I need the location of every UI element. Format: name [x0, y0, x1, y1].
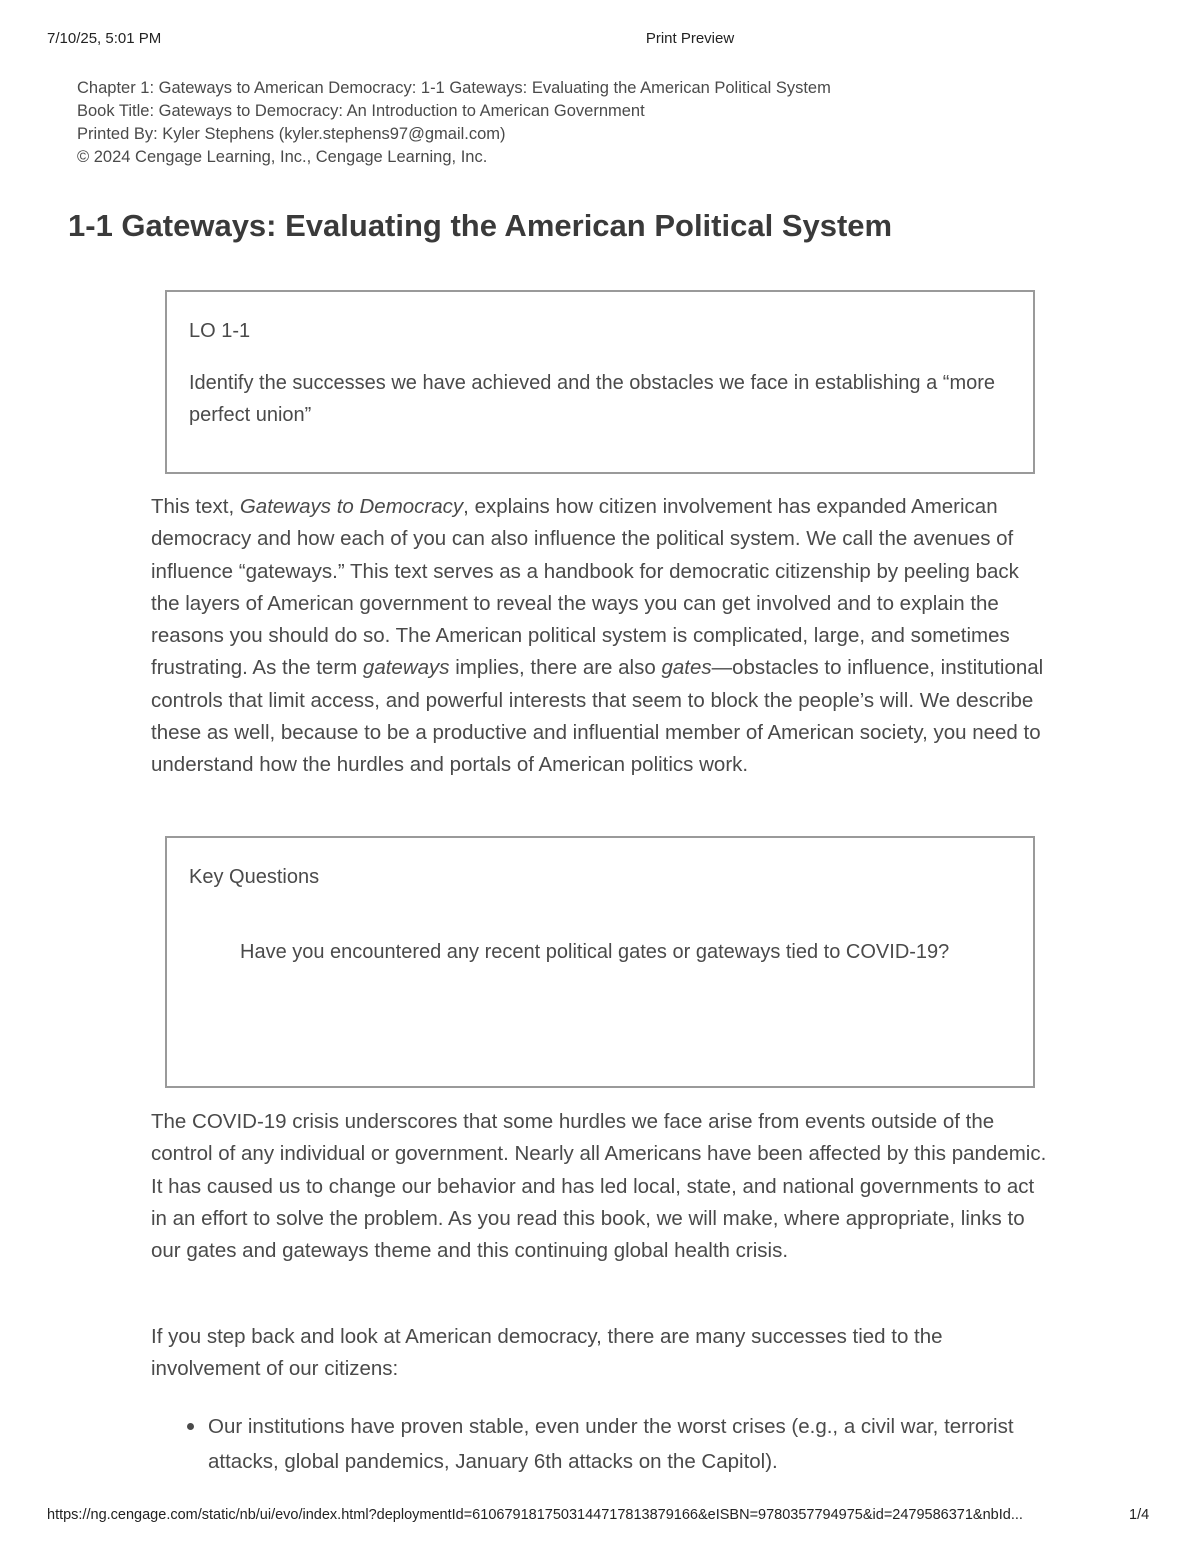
learning-objective-box	[165, 290, 1035, 474]
successes-list	[208, 1409, 1038, 1479]
bullet-icon	[187, 1423, 194, 1430]
print-datetime: 7/10/25, 5:01 PM	[47, 30, 162, 47]
intro-paragraph	[151, 491, 1051, 782]
paragraph-text: This text,	[151, 495, 240, 518]
paragraph-text: , explains how citizen involvement has expanded American democracy and how each of you can also influence the political system. We call the avenues of influence “gateways.” This text serves as a handbook for democratic citizenship by peeling back the layers of American government to reveal the ways you can get involved and to explain the reasons you should do so. The American political system is complicated, large, and sometimes frustrating. As the term	[151, 495, 1019, 680]
copyright-line: © 2024 Cengage Learning, Inc., Cengage Learning, Inc.	[77, 148, 488, 166]
page-number: 1/4	[1129, 1507, 1150, 1523]
key-questions-box	[165, 836, 1035, 1088]
section-heading: 1-1 Gateways: Evaluating the American Political System	[68, 208, 893, 243]
learning-objective-label: LO 1-1	[189, 320, 251, 342]
term-emphasis: gateways	[362, 656, 450, 680]
book-title-line: Book Title: Gateways to Democracy: An Introduction to American Government	[77, 102, 645, 120]
chapter-line: Chapter 1: Gateways to American Democracy: 1-1 Gateways: Evaluating the American Political System	[77, 79, 831, 97]
footer-url: https://ng.cengage.com/static/nb/ui/evo/index.html?deploymentId=6106791817503144717813879166&eISBN=9780357794975&id=2479586371&nbId...	[47, 1507, 1023, 1523]
print-preview-title: Print Preview	[645, 30, 735, 47]
document-meta	[77, 77, 831, 169]
covid-paragraph: The COVID-19 crisis underscores that some hurdles we face arise from events outside of the control of any individual or government. Nearly all Americans have been affected by this pandemic. It has caused us to change our behavior and has led local, state, and national governments to act in an effort to solve the problem. As you read this book, we will make, where appropriate, links to our gates and gateways theme and this continuing global health crisis.	[151, 1110, 1047, 1263]
key-questions-label: Key Questions	[189, 866, 320, 888]
printed-by-line: Printed By: Kyler Stephens (kyler.stephens97@gmail.com)	[77, 125, 506, 143]
successes-paragraph: If you step back and look at American democracy, there are many successes tied to the involvement of our citizens:	[151, 1325, 943, 1381]
list-item-text: Our institutions have proven stable, even under the worst crises (e.g., a civil war, terrorist attacks, global pandemics, January 6th attacks on the Capitol).	[208, 1415, 1014, 1473]
paragraph-text: implies, there are also	[449, 656, 662, 680]
term-emphasis: gates	[661, 656, 712, 680]
learning-objective-text: Identify the successes we have achieved and the obstacles we face in establishing a “more perfect union”	[189, 372, 996, 426]
book-title-emphasis: Gateways to Democracy	[239, 495, 464, 518]
paragraph-text: —obstacles to influence, institutional controls that limit access, and powerful interests that seem to block the people’s will. We describe these as well, because to be a productive and influential member of American society, you need to understand how the hurdles and portals of American politics work.	[151, 656, 1044, 777]
key-question-text: Have you encountered any recent political gates or gateways tied to COVID-19?	[240, 941, 950, 963]
list-item	[208, 1409, 1038, 1479]
